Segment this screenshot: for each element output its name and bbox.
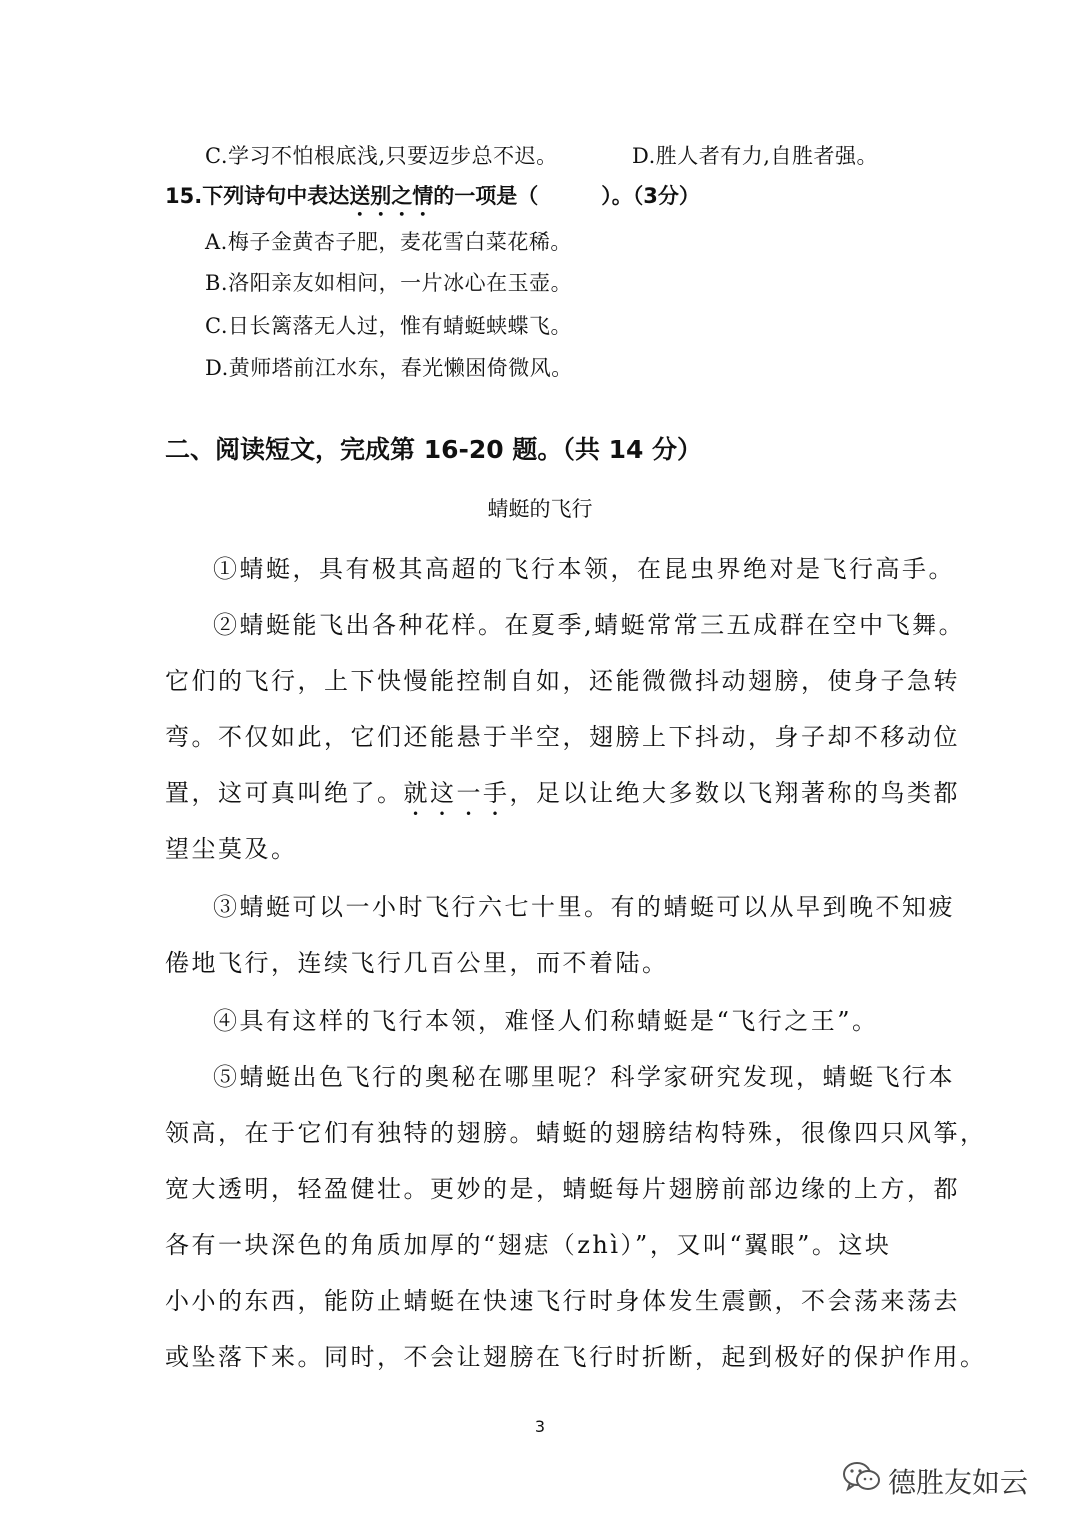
article-title: 蜻蜓的飞行 [487,497,593,521]
watermark-text: 德胜友如云 [888,1465,1029,1499]
q15-option-a: A.梅子金黄杏子肥，麦花雪白菜花稀。 [205,230,572,254]
line5-dotted: 就这一手 [403,779,510,807]
para-line-13: 各有一块深色的角质加厚的“翅痣（zhì）”，又叫“翼眼”。这块 [165,1231,892,1259]
para-line-6: 望尘莫及。 [165,835,298,863]
para-line-4: 弯。不仅如此，它们还能悬于半空，翅膀上下抖动，身子却不移动位 [165,723,960,751]
para-line-15: 或坠落下来。同时，不会让翅膀在飞行时折断，起到极好的保护作用。 [165,1343,987,1371]
para-line-14: 小小的东西，能防止蜻蜓在快速飞行时身体发生震颤，不会荡来荡去 [165,1287,960,1315]
para-line-5 [165,773,960,821]
para-line-9: ④具有这样的飞行本领，难怪人们称蜻蜓是“飞行之王”。 [213,1007,879,1035]
para-line-2: ②蜻蜓能飞出各种花样。在夏季,蜻蜓常常三五成群在空中飞舞。 [213,611,966,639]
para-line-1: ①蜻蜓，具有极其高超的飞行本领，在昆虫界绝对是飞行高手。 [213,555,955,583]
q14-option-c: C.学习不怕根底浅,只要迈步总不迟。 [205,144,558,168]
q15-option-d: D.黄师塔前江水东，春光懒困倚微风。 [205,356,573,380]
q15-stem-before: 15.下列诗句中表达 [165,184,350,208]
para-line-7: ③蜻蜓可以一小时飞行六七十里。有的蜻蜓可以从早到晚不知疲 [213,893,955,921]
q15-stem-after: 的一项是（ ）。（3分） [433,184,700,208]
q15-stem-dotted: 送别之情 [349,184,434,208]
para-line-11: 领高，在于它们有独特的翅膀。蜻蜓的翅膀结构特殊，很像四只风筝， [165,1119,987,1147]
q14-option-d: D.胜人者有力,自胜者强。 [632,144,878,168]
q15-option-b: B.洛阳亲友如相问，一片冰心在玉壶。 [205,271,573,295]
line5-before: 置，这可真叫绝了。 [165,779,404,807]
para-line-3: 它们的飞行，上下快慢能控制自如，还能微微抖动翅膀，使身子急转 [165,667,960,695]
section-heading: 二、阅读短文，完成第 16-20 题。（共 14 分） [165,435,703,464]
para-line-8: 倦地飞行，连续飞行几百公里，而不着陆。 [165,949,669,977]
watermark [842,1460,1028,1501]
para-line-12: 宽大透明，轻盈健壮。更妙的是，蜻蜓每片翅膀前部边缘的上方，都 [165,1175,960,1203]
page-number: 3 [534,1417,546,1436]
para-line-10: ⑤蜻蜓出色飞行的奥秘在哪里呢？科学家研究发现，蜻蜓飞行本 [213,1063,955,1091]
line5-after: ，足以让绝大多数以飞翔著称的鸟类都 [509,779,960,807]
wechat-icon [842,1460,882,1501]
q15-option-c: C.日长篱落无人过，惟有蜻蜓蛱蝶飞。 [205,314,572,338]
q15-stem [165,180,700,221]
